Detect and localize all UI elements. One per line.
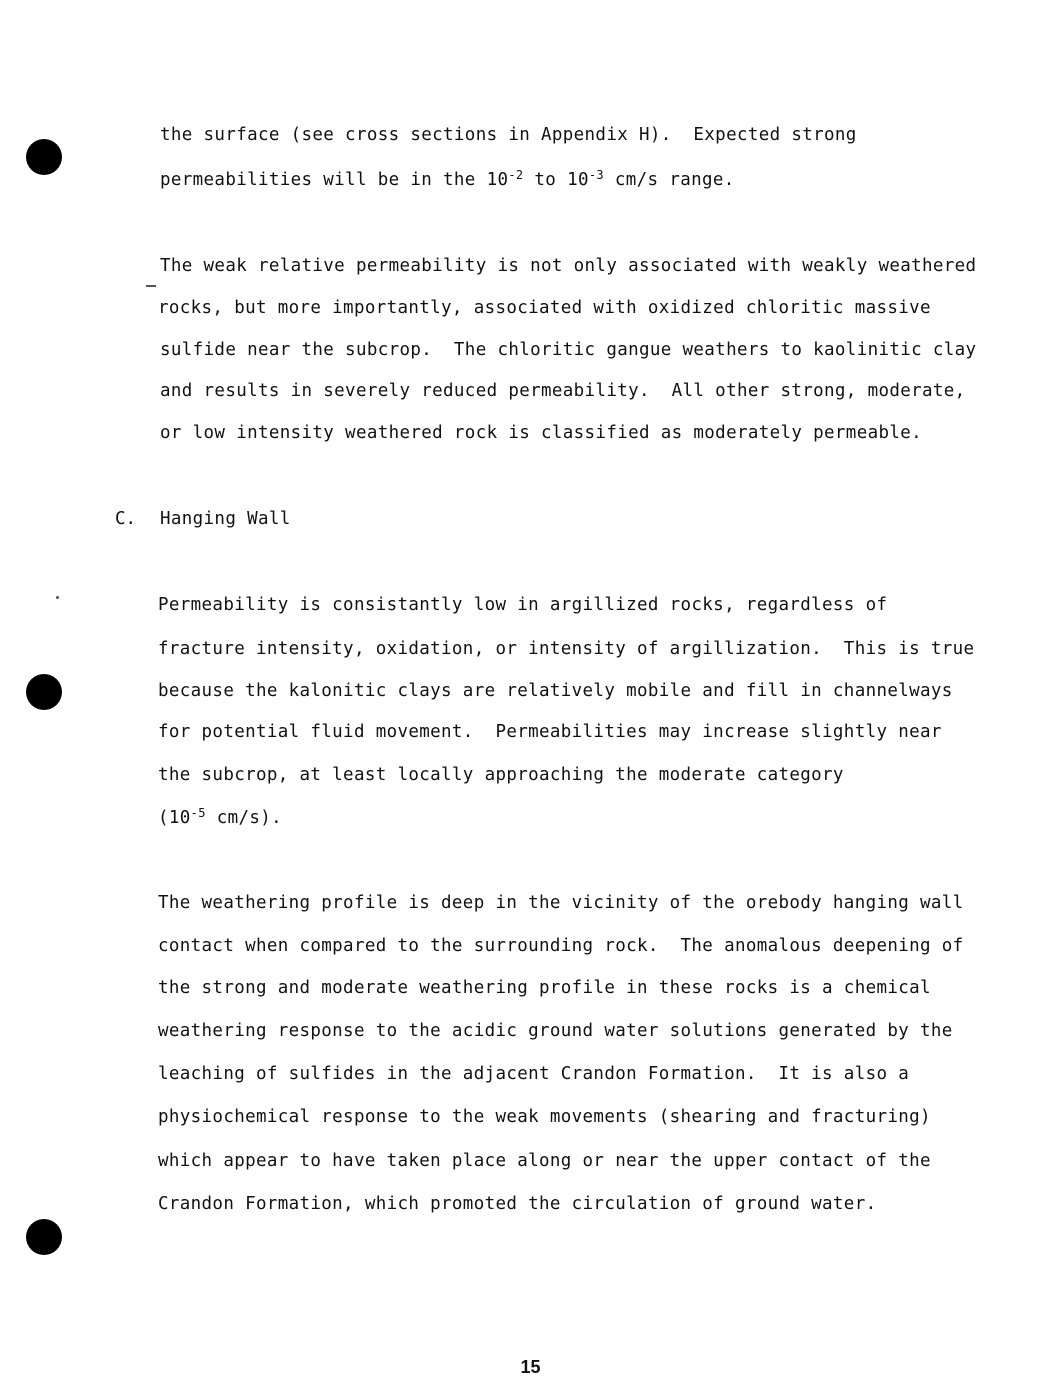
paragraph-4-line: Crandon Formation, which promoted the circulation of ground water. <box>158 1194 877 1214</box>
page-number: 15 <box>520 1357 541 1377</box>
scan-speck <box>56 596 59 599</box>
exponent-base: 10 <box>567 170 589 190</box>
paragraph-2-line: and results in severely reduced permeability. All other strong, moderate, <box>160 381 966 401</box>
paragraph-3-line: Permeability is consistantly low in argillized rocks, regardless of <box>158 595 888 615</box>
text-run: cm/s). <box>205 808 283 828</box>
paragraph-4-line: weathering response to the acidic ground water solutions generated by the <box>158 1021 953 1041</box>
paragraph-4-line: the strong and moderate weathering profile in these rocks is a chemical <box>158 978 931 998</box>
punch-hole-top <box>26 139 62 175</box>
paragraph-2-line: sulfide near the subcrop. The chloritic gangue weathers to kaolinitic clay <box>160 340 977 360</box>
section-title: Hanging Wall <box>160 509 291 529</box>
paragraph-4-line: which appear to have taken place along or near the upper contact of the <box>158 1151 931 1171</box>
paragraph-4-line: leaching of sulfides in the adjacent Crandon Formation. It is also a <box>158 1064 910 1084</box>
text-run: permeabilities will be in the <box>160 170 487 190</box>
paragraph-2-line: rocks, but more importantly, associated with oxidized chloritic massive <box>158 298 931 318</box>
paragraph-3-line: for potential fluid movement. Permeabilities may increase slightly near <box>158 722 942 742</box>
text-run: to <box>523 170 568 190</box>
exponent-power: -3 <box>588 168 604 182</box>
exponent-power: -5 <box>190 806 206 820</box>
text-run: ( <box>158 808 169 828</box>
paragraph-3-line: fracture intensity, oxidation, or intensity of argillization. This is true <box>158 639 975 659</box>
paragraph-4-line: The weathering profile is deep in the vicinity of the orebody hanging wall <box>158 893 964 913</box>
scan-speck <box>146 285 156 287</box>
paragraph-1-line-2 <box>160 169 735 191</box>
paragraph-3-line: because the kalonitic clays are relatively mobile and fill in channelways <box>158 681 953 701</box>
punch-hole-bottom <box>26 1219 62 1255</box>
paragraph-3-last-line <box>158 807 282 829</box>
exponent-base: 10 <box>486 170 509 190</box>
exponent-base: 10 <box>168 808 191 828</box>
text-run: cm/s range. <box>604 170 735 190</box>
paragraph-3-line: the subcrop, at least locally approaching the moderate category <box>158 765 844 785</box>
punch-hole-middle <box>26 674 62 710</box>
paragraph-4-line: physiochemical response to the weak movements (shearing and fracturing) <box>158 1107 931 1127</box>
paragraph-4-line: contact when compared to the surrounding rock. The anomalous deepening of <box>158 936 964 956</box>
section-letter: C. <box>115 509 137 529</box>
paragraph-2-line: The weak relative permeability is not only associated with weakly weathered <box>160 256 977 276</box>
exponent-power: -2 <box>508 168 524 182</box>
paragraph-1-line-1: the surface (see cross sections in Appendix H). Expected strong <box>160 125 857 145</box>
paragraph-2-line: or low intensity weathered rock is classified as moderately permeable. <box>160 423 923 443</box>
